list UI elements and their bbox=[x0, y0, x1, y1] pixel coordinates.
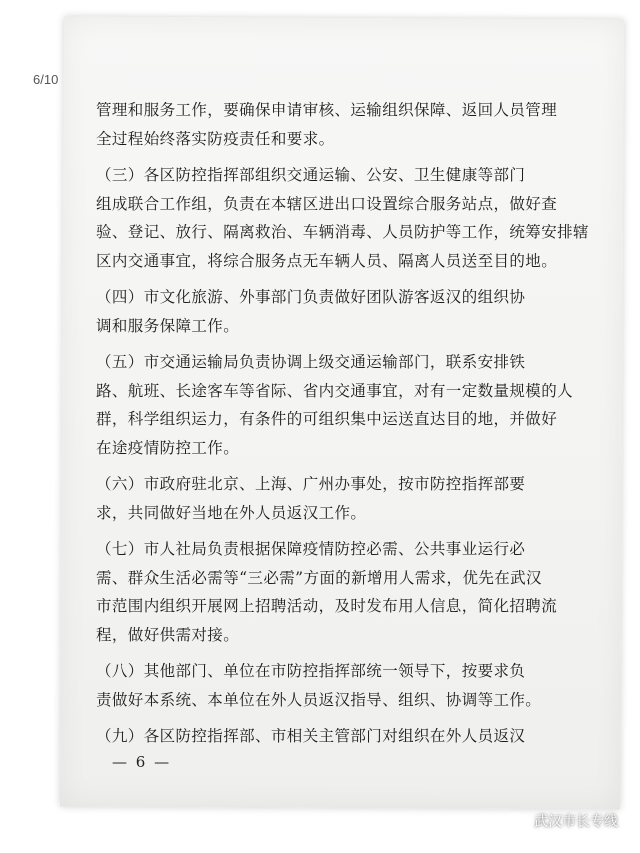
paragraph-gap bbox=[96, 649, 596, 657]
paragraph-gap bbox=[96, 462, 596, 470]
paragraph-gap bbox=[96, 153, 596, 161]
watermark bbox=[508, 811, 618, 831]
paragraph bbox=[96, 161, 596, 275]
paragraph bbox=[96, 535, 596, 649]
paragraph-line: 路、航班、长途客车等省际、省内交通事宜，对有一定数量规模的人 bbox=[96, 381, 574, 400]
paragraph-line: 程，做好供需对接。 bbox=[96, 625, 240, 644]
paragraph bbox=[96, 657, 596, 714]
paragraph-line: （五）市交通运输局负责协调上级交通运输部门，联系安排铁 bbox=[96, 353, 526, 371]
wechat-icon bbox=[508, 812, 528, 830]
paragraph-line: 区内交通事宜，将综合服务点无车辆人员、隔离人员送至目的地。 bbox=[96, 251, 558, 270]
page-counter: 6/10 bbox=[33, 72, 59, 87]
paragraph-line: 管理和服务工作，要确保申请审核、运输组织保障、返回人员管理 bbox=[96, 101, 558, 119]
paragraph-line: （八）其他部门、单位在市防控指挥部统一领导下，按要求负 bbox=[96, 662, 526, 680]
paragraph bbox=[96, 283, 596, 340]
page-number: — 6 — bbox=[112, 753, 172, 771]
paragraph-line: 群，科学组织运力，有条件的可组织集中运送直达目的地，并做好 bbox=[96, 410, 558, 428]
paragraph bbox=[96, 722, 596, 751]
paragraph-line: （四）市文化旅游、外事部门负责做好团队游客返汉的组织协 bbox=[96, 288, 526, 306]
paragraph-line: 求，共同做好当地在外人员返汉工作。 bbox=[96, 503, 367, 522]
paragraph-gap bbox=[96, 714, 596, 722]
paragraph-line: （六）市政府驻北京、上海、广州办事处，按市防控指挥部要 bbox=[96, 475, 526, 493]
paragraph-gap bbox=[96, 340, 596, 348]
paragraph-line: （七）市人社局负责根据保障疫情防控必需、公共事业运行必 bbox=[96, 540, 526, 558]
paragraph-gap bbox=[96, 275, 596, 283]
paragraph-line: （九）各区防控指挥部、市相关主管部门对组织在外人员返汉 bbox=[96, 727, 526, 745]
paragraph-line: 验、登记、放行、隔离救治、车辆消毒、人员防护等工作，统筹安排辖 bbox=[96, 223, 589, 241]
paragraph-line: 责做好本系统、本单位在外人员返汉指导、组织、协调等工作。 bbox=[96, 690, 542, 709]
paragraph-line: 调和服务保障工作。 bbox=[96, 316, 240, 335]
paragraph-line: 市范围内组织开展网上招聘活动，及时发布用人信息，简化招聘流 bbox=[96, 597, 558, 615]
paragraph-line: 全过程始终落实防疫责任和要求。 bbox=[96, 129, 335, 148]
paragraph-line: 在途疫情防控工作。 bbox=[96, 438, 240, 457]
paragraph bbox=[96, 470, 596, 527]
watermark-text: 武汉市长专线 bbox=[534, 814, 618, 830]
document-body bbox=[96, 96, 596, 751]
paragraph bbox=[96, 348, 596, 462]
paragraph bbox=[96, 96, 596, 153]
paragraph-line: （三）各区防控指挥部组织交通运输、公安、卫生健康等部门 bbox=[96, 166, 526, 184]
paragraph-line: 需、群众生活必需等“三必需”方面的新增用人需求，优先在武汉 bbox=[96, 568, 542, 587]
paragraph-line: 组成联合工作组，负责在本辖区进出口设置综合服务站点，做好查 bbox=[96, 194, 558, 213]
paragraph-gap bbox=[96, 527, 596, 535]
